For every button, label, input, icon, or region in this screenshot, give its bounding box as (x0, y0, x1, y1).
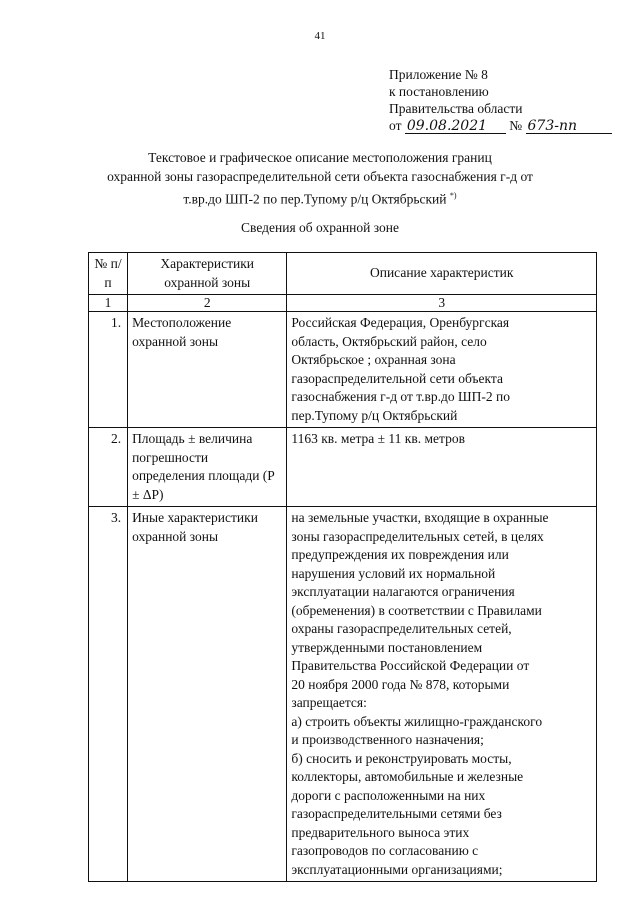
appendix-line-1: Приложение № 8 (389, 67, 488, 82)
appendix-number-sign: № (509, 118, 523, 133)
description-line: 20 ноября 2000 года № 878, которыми (291, 676, 510, 692)
appendix-block (389, 66, 612, 134)
header-description: Описание характеристик (287, 253, 597, 295)
appendix-date-line (389, 117, 612, 134)
description-line: б) сносить и реконструировать мосты, (291, 750, 512, 766)
row-characteristic: Иные характеристики охранной зоны (128, 507, 287, 882)
description-line: охраны газораспределительных сетей, (291, 621, 512, 636)
table-header-row (89, 253, 597, 295)
header-characteristics: Характеристики охранной зоны (128, 253, 287, 295)
protection-zone-table (88, 252, 597, 882)
appendix-date: 09.08.2021 (405, 119, 506, 134)
description-line: область, Октябрьский район, село (291, 333, 487, 349)
description-line: Октябрьское ; охранная зона (291, 352, 456, 367)
description-line: эксплуатационными организациями; (291, 861, 503, 877)
description-line: газоснабжения г-д от т.вр.до ШП-2 по (291, 389, 510, 404)
description-line: нарушения условий их нормальной (291, 565, 496, 581)
table-row (89, 428, 597, 507)
row-number: 1. (89, 312, 128, 428)
description-line: коллекторы, автомобильные и железные (291, 769, 524, 784)
description-line: газопроводов по согласованию с (291, 843, 479, 858)
description-line: предварительного выноса этих (291, 824, 470, 840)
table-row (89, 507, 597, 882)
row-characteristic: Площадь ± величина погрешности определения площади (P ± ΔP) (128, 428, 287, 507)
title-line-2: охранной зоны газораспределительной сети объекта газоснабжения г-д от (107, 169, 533, 184)
appendix-prefix: от (389, 118, 402, 133)
description-line: (обременения) в соответствии с Правилами (291, 602, 542, 618)
description-line: Российская Федерация, Оренбургская (291, 315, 510, 330)
description-line: и производственного назначения; (291, 732, 484, 747)
description-line: зоны газораспределительных сетей, в целях (291, 528, 544, 544)
row-number: 3. (89, 507, 128, 882)
appendix-line-2: к постановлению (389, 84, 489, 99)
document-title (60, 148, 580, 209)
description-line: на земельные участки, входящие в охранные (291, 510, 549, 525)
column-number-3: 3 (287, 295, 597, 312)
description-line: эксплуатации налагаются ограничения (291, 584, 515, 599)
description-line: предупреждения их повреждения или (291, 547, 509, 562)
description-line: газораспределительной сети объекта (291, 370, 503, 386)
description-line: утвержденными постановлением (291, 639, 483, 655)
section-subtitle: Сведения об охранной зоне (241, 220, 399, 235)
column-number-2: 2 (128, 295, 287, 312)
description-line: Правительства Российской Федерации от (291, 658, 530, 673)
title-line-3-text: т.вр.до ШП-2 по пер.Тупому р/ц Октябрьский (183, 191, 447, 207)
table-column-numbers-row (89, 295, 597, 312)
title-line-3 (60, 186, 580, 209)
row-description (287, 428, 597, 507)
table-row (89, 312, 597, 428)
row-number: 2. (89, 428, 128, 507)
description-line: 1163 кв. метра ± 11 кв. метров (291, 431, 465, 446)
row-description (287, 507, 597, 882)
header-number: № п/п (89, 253, 128, 295)
column-number-1: 1 (89, 295, 128, 312)
description-line: газораспределительными сетями без (291, 806, 502, 821)
description-line: пер.Тупому р/ц Октябрьский (291, 407, 458, 423)
appendix-line-3: Правительства области (389, 101, 523, 116)
page-number: 41 (314, 30, 326, 42)
row-characteristic: Местоположение охранной зоны (128, 312, 287, 428)
footnote-mark: *) (449, 191, 457, 200)
description-line: дороги с расположенными на них (291, 787, 486, 803)
description-line: а) строить объекты жилищно-гражданского (291, 713, 543, 729)
appendix-number: 673-пп (526, 119, 612, 134)
title-line-1: Текстовое и графическое описание местоположения границ (148, 150, 492, 165)
row-description (287, 312, 597, 428)
description-line: запрещается: (291, 695, 367, 710)
